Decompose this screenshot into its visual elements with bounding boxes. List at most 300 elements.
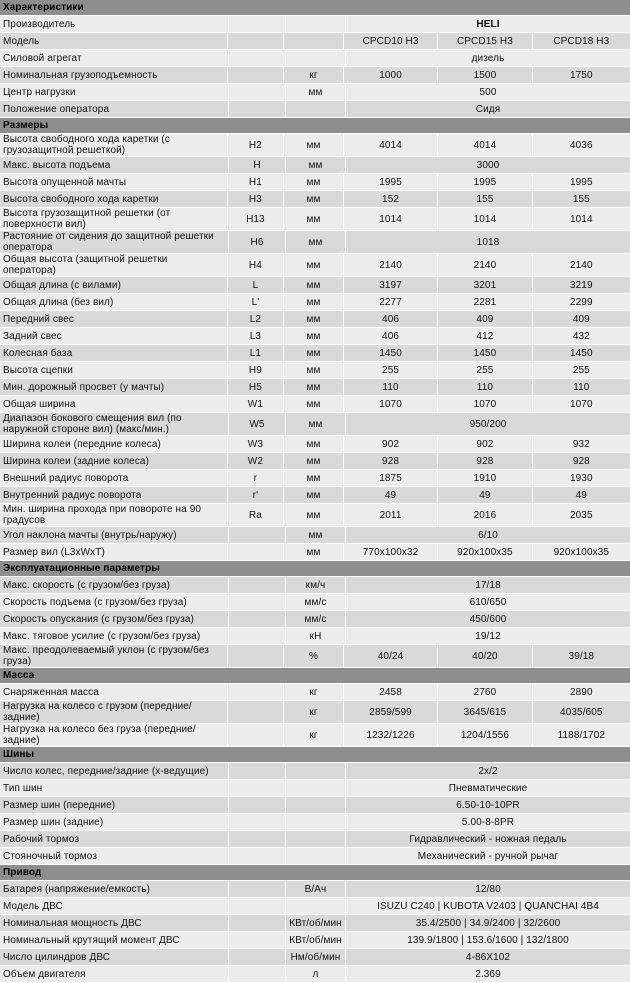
spec-value-model-2: 255 bbox=[438, 362, 532, 378]
spec-value-all-models: HELI bbox=[346, 16, 630, 32]
spec-value-model-3: 928 bbox=[533, 453, 630, 469]
spec-value-model-3: 932 bbox=[533, 436, 630, 452]
spec-value-all-models: 2.369 bbox=[346, 966, 630, 982]
spec-unit: мм bbox=[284, 544, 344, 560]
spec-unit: мм bbox=[284, 328, 344, 344]
spec-value-all-models: 6.50-10-10PR bbox=[346, 797, 630, 813]
spec-symbol bbox=[228, 701, 285, 723]
spec-unit: мм bbox=[284, 504, 344, 526]
spec-unit: кг bbox=[284, 724, 344, 746]
spec-name: Нагрузка на колесо без груза (передние/задние) bbox=[0, 724, 228, 746]
spec-value-model-1: 2011 bbox=[344, 504, 438, 526]
spec-value-model-3: CPCD18 H3 bbox=[533, 33, 630, 49]
spec-row bbox=[0, 134, 630, 157]
spec-unit: мм bbox=[284, 311, 344, 327]
spec-row bbox=[0, 915, 630, 932]
spec-name: Общая высота (защитной решетки оператора) bbox=[0, 254, 228, 276]
spec-symbol bbox=[229, 949, 286, 965]
spec-unit bbox=[286, 831, 346, 847]
spec-name: Внешний радиус поворота bbox=[0, 470, 228, 486]
spec-name: Нагрузка на колесо с грузом (передние/задние) bbox=[0, 701, 228, 723]
spec-symbol bbox=[229, 16, 286, 32]
spec-row bbox=[0, 898, 630, 915]
spec-value-all-models: 19/12 bbox=[346, 628, 630, 644]
spec-row bbox=[0, 701, 630, 724]
spec-symbol: Ra bbox=[228, 504, 285, 526]
spec-row bbox=[0, 504, 630, 527]
spec-value-model-3: 1995 bbox=[533, 174, 630, 190]
spec-symbol bbox=[229, 881, 286, 897]
spec-value-all-models: 450/600 bbox=[346, 611, 630, 627]
spec-symbol bbox=[229, 797, 286, 813]
spec-value-model-3: 4036 bbox=[533, 134, 630, 156]
spec-name: Мин. ширина прохода при повороте на 90 градусов bbox=[0, 504, 228, 526]
spec-unit: мм bbox=[284, 453, 344, 469]
spec-name: Макс. тяговое усилие (с грузом/без груза) bbox=[0, 628, 229, 644]
spec-value-model-3: 2035 bbox=[533, 504, 630, 526]
spec-value-model-3: 110 bbox=[533, 379, 630, 395]
spec-value-model-3: 409 bbox=[533, 311, 630, 327]
spec-symbol bbox=[228, 645, 285, 667]
spec-row bbox=[0, 277, 630, 294]
spec-value-model-1: 406 bbox=[344, 328, 438, 344]
spec-row bbox=[0, 208, 630, 231]
spec-value-model-1: 902 bbox=[344, 436, 438, 452]
spec-name: Общая длина (с вилами) bbox=[0, 277, 228, 293]
spec-row bbox=[0, 814, 630, 831]
spec-row bbox=[0, 101, 630, 118]
spec-value-model-2: 1014 bbox=[438, 208, 532, 230]
spec-unit bbox=[286, 898, 346, 914]
spec-value-model-3: 2890 bbox=[533, 684, 630, 700]
spec-value-model-3: 39/18 bbox=[533, 645, 630, 667]
spec-value-model-1: 1000 bbox=[344, 67, 438, 83]
spec-value-model-1: 2458 bbox=[344, 684, 438, 700]
spec-row bbox=[0, 191, 630, 208]
spec-name: Ширина колеи (передние колеса) bbox=[0, 436, 228, 452]
spec-value-model-2: 155 bbox=[438, 191, 532, 207]
spec-row bbox=[0, 345, 630, 362]
spec-row bbox=[0, 797, 630, 814]
spec-row bbox=[0, 645, 630, 668]
spec-value-all-models: 3000 bbox=[346, 157, 630, 173]
spec-name: Общая длина (без вил) bbox=[0, 294, 228, 310]
spec-value-model-3: 1450 bbox=[533, 345, 630, 361]
spec-unit: % bbox=[284, 645, 344, 667]
spec-row bbox=[0, 544, 630, 561]
spec-value-model-2: 2140 bbox=[438, 254, 532, 276]
spec-unit: мм bbox=[284, 396, 344, 412]
spec-name: Скорость опускания (с грузом/без груза) bbox=[0, 611, 229, 627]
spec-name: Центр нагрузки bbox=[0, 84, 229, 100]
spec-symbol: W2 bbox=[228, 453, 285, 469]
spec-row bbox=[0, 67, 630, 84]
spec-row bbox=[0, 294, 630, 311]
spec-unit bbox=[286, 763, 346, 779]
spec-row bbox=[0, 157, 630, 174]
spec-name: Диапазон бокового смещения вил (по наружной стороне вил) (макс/мин.) bbox=[0, 413, 229, 435]
spec-value-model-2: 1910 bbox=[438, 470, 532, 486]
spec-symbol: H6 bbox=[229, 231, 286, 253]
spec-row bbox=[0, 684, 630, 701]
spec-unit: мм bbox=[284, 191, 344, 207]
spec-row bbox=[0, 311, 630, 328]
spec-value-all-models: 17/18 bbox=[346, 577, 630, 593]
spec-unit: мм bbox=[286, 413, 346, 435]
section-header: Эксплуатационные параметры bbox=[0, 561, 630, 577]
spec-unit: л bbox=[286, 966, 346, 982]
spec-unit bbox=[286, 814, 346, 830]
spec-unit bbox=[286, 797, 346, 813]
spec-symbol: L' bbox=[228, 294, 285, 310]
spec-value-model-2: 2281 bbox=[438, 294, 532, 310]
spec-name: Высота грузозащитной решетки (от поверхности вил) bbox=[0, 208, 228, 230]
spec-symbol: H2 bbox=[228, 134, 285, 156]
spec-value-model-3: 3219 bbox=[533, 277, 630, 293]
spec-value-all-models: 610/650 bbox=[346, 594, 630, 610]
spec-name: Стояночный тормоз bbox=[0, 848, 229, 864]
section-header: Размеры bbox=[0, 118, 630, 134]
spec-value-model-3: 255 bbox=[533, 362, 630, 378]
spec-row bbox=[0, 174, 630, 191]
spec-unit: кг bbox=[284, 701, 344, 723]
spec-unit: мм bbox=[284, 294, 344, 310]
spec-unit: мм bbox=[284, 208, 344, 230]
spec-row bbox=[0, 848, 630, 865]
spec-symbol: r bbox=[228, 470, 285, 486]
spec-symbol bbox=[229, 763, 286, 779]
spec-symbol bbox=[229, 780, 286, 796]
spec-symbol bbox=[229, 898, 286, 914]
spec-symbol bbox=[228, 684, 285, 700]
spec-name: Высота опущенной мачты bbox=[0, 174, 228, 190]
spec-name: Задний свес bbox=[0, 328, 228, 344]
spec-row bbox=[0, 577, 630, 594]
spec-symbol bbox=[229, 628, 286, 644]
spec-value-model-1: 770x100x32 bbox=[344, 544, 438, 560]
spec-symbol: H4 bbox=[228, 254, 285, 276]
spec-name: Ширина колеи (задние колеса) bbox=[0, 453, 228, 469]
spec-value-model-2: 4014 bbox=[438, 134, 532, 156]
spec-name: Производитель bbox=[0, 16, 229, 32]
spec-value-all-models: 35.4/2500 | 34.9/2400 | 32/2600 bbox=[346, 915, 630, 931]
spec-value-model-2: 2016 bbox=[438, 504, 532, 526]
spec-value-model-1: 1070 bbox=[344, 396, 438, 412]
spec-value-model-3: 1930 bbox=[533, 470, 630, 486]
section-header: Масса bbox=[0, 668, 630, 684]
spec-row bbox=[0, 50, 630, 67]
spec-value-model-1: 1995 bbox=[344, 174, 438, 190]
spec-name: Номинальная мощность ДВС bbox=[0, 915, 229, 931]
spec-unit: мм bbox=[284, 174, 344, 190]
spec-value-model-3: 920x100x35 bbox=[533, 544, 630, 560]
spec-value-model-1: 110 bbox=[344, 379, 438, 395]
spec-name: Макс. скорость (с грузом/без груза) bbox=[0, 577, 229, 593]
spec-value-model-2: 412 bbox=[438, 328, 532, 344]
spec-name: Объем двигателя bbox=[0, 966, 229, 982]
spec-row bbox=[0, 436, 630, 453]
spec-value-all-models: 2х/2 bbox=[346, 763, 630, 779]
spec-symbol bbox=[229, 594, 286, 610]
spec-unit: кг bbox=[284, 684, 344, 700]
spec-name: Силовой агрегат bbox=[0, 50, 229, 66]
spec-value-model-1: 3197 bbox=[344, 277, 438, 293]
spec-unit: мм bbox=[286, 231, 346, 253]
spec-unit bbox=[286, 101, 346, 117]
spec-symbol: L3 bbox=[228, 328, 285, 344]
spec-symbol bbox=[229, 527, 286, 543]
spec-value-model-2: 40/20 bbox=[438, 645, 532, 667]
spec-unit: мм bbox=[284, 436, 344, 452]
spec-unit bbox=[286, 780, 346, 796]
spec-value-model-2: 1204/1556 bbox=[438, 724, 532, 746]
spec-row bbox=[0, 231, 630, 254]
spec-row bbox=[0, 594, 630, 611]
spec-value-model-1: 1232/1226 bbox=[344, 724, 438, 746]
spec-value-model-1: CPCD10 H3 bbox=[344, 33, 438, 49]
spec-symbol bbox=[229, 814, 286, 830]
spec-name: Батарея (напряжение/емкость) bbox=[0, 881, 229, 897]
spec-value-model-3: 155 bbox=[533, 191, 630, 207]
spec-value-model-2: 920x100x35 bbox=[438, 544, 532, 560]
spec-value-all-models: 5.00-8-8PR bbox=[346, 814, 630, 830]
spec-unit: мм/с bbox=[286, 611, 346, 627]
spec-unit: кг bbox=[284, 67, 344, 83]
spec-unit: км/ч bbox=[286, 577, 346, 593]
spec-symbol: r' bbox=[228, 487, 285, 503]
spec-value-model-2: 1450 bbox=[438, 345, 532, 361]
spec-unit: мм bbox=[284, 379, 344, 395]
spec-symbol: L1 bbox=[228, 345, 285, 361]
spec-symbol: W3 bbox=[228, 436, 285, 452]
spec-name: Рабочий тормоз bbox=[0, 831, 229, 847]
spec-value-model-1: 2140 bbox=[344, 254, 438, 276]
spec-symbol: L2 bbox=[228, 311, 285, 327]
spec-unit: Нм/об/мин bbox=[286, 949, 346, 965]
section-header: Привод bbox=[0, 865, 630, 881]
spec-value-all-models: Механический - ручной рычаг bbox=[346, 848, 630, 864]
spec-name: Размер вил (L3xWxT) bbox=[0, 544, 228, 560]
spec-symbol: H1 bbox=[228, 174, 285, 190]
spec-value-model-1: 4014 bbox=[344, 134, 438, 156]
spec-symbol bbox=[229, 932, 286, 948]
spec-symbol bbox=[228, 724, 285, 746]
spec-unit bbox=[286, 16, 346, 32]
spec-unit bbox=[286, 848, 346, 864]
spec-value-model-2: 902 bbox=[438, 436, 532, 452]
spec-name: Колесная база bbox=[0, 345, 228, 361]
spec-name: Высота свободного хода каретки bbox=[0, 191, 228, 207]
spec-value-model-1: 40/24 bbox=[344, 645, 438, 667]
spec-value-all-models: дизель bbox=[346, 50, 630, 66]
spec-name: Номинальная грузоподъемность bbox=[0, 67, 228, 83]
spec-value-model-2: 3201 bbox=[438, 277, 532, 293]
spec-value-model-3: 49 bbox=[533, 487, 630, 503]
spec-value-model-2: 1995 bbox=[438, 174, 532, 190]
spec-value-model-2: 2760 bbox=[438, 684, 532, 700]
spec-name: Номинальный крутящий момент ДВС bbox=[0, 932, 229, 948]
spec-row bbox=[0, 396, 630, 413]
spec-unit bbox=[284, 33, 344, 49]
spec-value-model-3: 2140 bbox=[533, 254, 630, 276]
spec-name: Снаряженная масса bbox=[0, 684, 228, 700]
spec-value-model-1: 255 bbox=[344, 362, 438, 378]
spec-value-model-1: 1875 bbox=[344, 470, 438, 486]
spec-row bbox=[0, 527, 630, 544]
spec-value-all-models: 4-86X102 bbox=[346, 949, 630, 965]
spec-name: Тип шин bbox=[0, 780, 229, 796]
spec-symbol bbox=[228, 67, 285, 83]
spec-symbol bbox=[229, 50, 286, 66]
spec-unit: мм bbox=[284, 470, 344, 486]
spec-symbol bbox=[229, 611, 286, 627]
spec-row bbox=[0, 763, 630, 780]
spec-value-model-2: 3645/615 bbox=[438, 701, 532, 723]
spec-row bbox=[0, 254, 630, 277]
spec-name: Передний свес bbox=[0, 311, 228, 327]
spec-row bbox=[0, 84, 630, 101]
spec-symbol bbox=[229, 577, 286, 593]
spec-value-model-1: 49 bbox=[344, 487, 438, 503]
spec-name: Положение оператора bbox=[0, 101, 229, 117]
spec-row bbox=[0, 932, 630, 949]
spec-row bbox=[0, 470, 630, 487]
spec-symbol bbox=[229, 84, 286, 100]
spec-name: Число колес, передние/задние (х-ведущие) bbox=[0, 763, 229, 779]
spec-row bbox=[0, 780, 630, 797]
spec-unit bbox=[286, 50, 346, 66]
spec-name: Высота свободного хода каретки (с грузозащитной решеткой) bbox=[0, 134, 228, 156]
spec-value-model-2: 49 bbox=[438, 487, 532, 503]
spec-row bbox=[0, 831, 630, 848]
spec-symbol bbox=[229, 915, 286, 931]
spec-value-model-1: 152 bbox=[344, 191, 438, 207]
spec-symbol bbox=[228, 544, 285, 560]
spec-unit: мм bbox=[284, 254, 344, 276]
spec-name: Модель ДВС bbox=[0, 898, 229, 914]
section-header: Характеристики bbox=[0, 0, 630, 16]
spec-name: Модель bbox=[0, 33, 228, 49]
spec-name: Макс. высота подъема bbox=[0, 157, 229, 173]
spec-name: Внутренний радиус поворота bbox=[0, 487, 228, 503]
spec-unit: мм bbox=[284, 362, 344, 378]
spec-value-all-models: ISUZU C240 | KUBOTA V2403 | QUANCHAI 4B4 bbox=[346, 898, 630, 914]
spec-value-all-models: Пневматические bbox=[346, 780, 630, 796]
spec-symbol: W1 bbox=[228, 396, 285, 412]
spec-row bbox=[0, 328, 630, 345]
spec-unit: мм bbox=[284, 134, 344, 156]
spec-symbol bbox=[229, 966, 286, 982]
spec-value-model-1: 2859/599 bbox=[344, 701, 438, 723]
spec-value-model-3: 4035/605 bbox=[533, 701, 630, 723]
spec-name: Угол наклона мачты (внутрь/наружу) bbox=[0, 527, 229, 543]
spec-value-model-1: 1450 bbox=[344, 345, 438, 361]
spec-value-model-2: 928 bbox=[438, 453, 532, 469]
spec-symbol bbox=[229, 101, 286, 117]
spec-value-model-2: 110 bbox=[438, 379, 532, 395]
spec-unit: мм bbox=[284, 277, 344, 293]
spec-row bbox=[0, 413, 630, 436]
spec-row bbox=[0, 16, 630, 33]
spec-symbol bbox=[229, 848, 286, 864]
spec-value-model-2: CPCD15 H3 bbox=[438, 33, 532, 49]
spec-value-all-models: 500 bbox=[346, 84, 630, 100]
spec-value-model-3: 2299 bbox=[533, 294, 630, 310]
spec-value-model-1: 1014 bbox=[344, 208, 438, 230]
spec-value-all-models: Сидя bbox=[346, 101, 630, 117]
spec-unit: мм bbox=[286, 527, 346, 543]
spec-row bbox=[0, 949, 630, 966]
spec-row bbox=[0, 628, 630, 645]
spec-value-model-3: 1070 bbox=[533, 396, 630, 412]
spec-name: Растояние от сидения до защитной решетки оператора bbox=[0, 231, 229, 253]
spec-value-all-models: 12/80 bbox=[346, 881, 630, 897]
spec-value-model-3: 432 bbox=[533, 328, 630, 344]
spec-symbol: H3 bbox=[228, 191, 285, 207]
spec-symbol: H9 bbox=[228, 362, 285, 378]
spec-row bbox=[0, 881, 630, 898]
spec-value-model-3: 1014 bbox=[533, 208, 630, 230]
spec-unit: мм bbox=[284, 345, 344, 361]
spec-symbol: W5 bbox=[229, 413, 286, 435]
spec-row bbox=[0, 379, 630, 396]
spec-unit: В/Ач bbox=[286, 881, 346, 897]
spec-symbol bbox=[228, 33, 285, 49]
spec-value-all-models: 139.9/1800 | 153.6/1600 | 132/1800 bbox=[346, 932, 630, 948]
spec-unit: КВт/об/мин bbox=[286, 932, 346, 948]
spec-name: Мин. дорожный просвет (у мачты) bbox=[0, 379, 228, 395]
spec-value-all-models: 1018 bbox=[346, 231, 630, 253]
spec-value-model-3: 1188/1702 bbox=[533, 724, 630, 746]
spec-symbol: H5 bbox=[228, 379, 285, 395]
spec-symbol: H13 bbox=[228, 208, 285, 230]
spec-row bbox=[0, 33, 630, 50]
spec-row bbox=[0, 611, 630, 628]
spec-unit: кН bbox=[286, 628, 346, 644]
spec-name: Число цилиндров ДВС bbox=[0, 949, 229, 965]
spec-value-all-models: Гидравлический - ножная педаль bbox=[346, 831, 630, 847]
spec-symbol: H bbox=[229, 157, 286, 173]
section-header: Шины bbox=[0, 747, 630, 763]
spec-name: Макс. преодолеваемый уклон (с грузом/без груза) bbox=[0, 645, 228, 667]
spec-symbol bbox=[229, 831, 286, 847]
spec-symbol: L bbox=[228, 277, 285, 293]
spec-value-model-1: 928 bbox=[344, 453, 438, 469]
spec-value-model-2: 1500 bbox=[438, 67, 532, 83]
spec-name: Высота сцепки bbox=[0, 362, 228, 378]
spec-value-model-1: 406 bbox=[344, 311, 438, 327]
spec-name: Общая ширина bbox=[0, 396, 228, 412]
spec-value-model-3: 1750 bbox=[533, 67, 630, 83]
spec-value-all-models: 950/200 bbox=[346, 413, 630, 435]
spec-unit: мм/с bbox=[286, 594, 346, 610]
spec-name: Размер шин (задние) bbox=[0, 814, 229, 830]
spec-unit: мм bbox=[286, 157, 346, 173]
spec-row bbox=[0, 724, 630, 747]
spec-unit: мм bbox=[286, 84, 346, 100]
spec-unit: мм bbox=[284, 487, 344, 503]
spec-row bbox=[0, 362, 630, 379]
spec-value-model-2: 409 bbox=[438, 311, 532, 327]
spec-unit: КВт/об/мин bbox=[286, 915, 346, 931]
spec-row bbox=[0, 487, 630, 504]
spec-name: Скорость подъема (с грузом/без груза) bbox=[0, 594, 229, 610]
spec-value-model-2: 1070 bbox=[438, 396, 532, 412]
spec-value-model-1: 2277 bbox=[344, 294, 438, 310]
spec-row bbox=[0, 453, 630, 470]
spec-name: Размер шин (передние) bbox=[0, 797, 229, 813]
spec-value-all-models: 6/10 bbox=[346, 527, 630, 543]
